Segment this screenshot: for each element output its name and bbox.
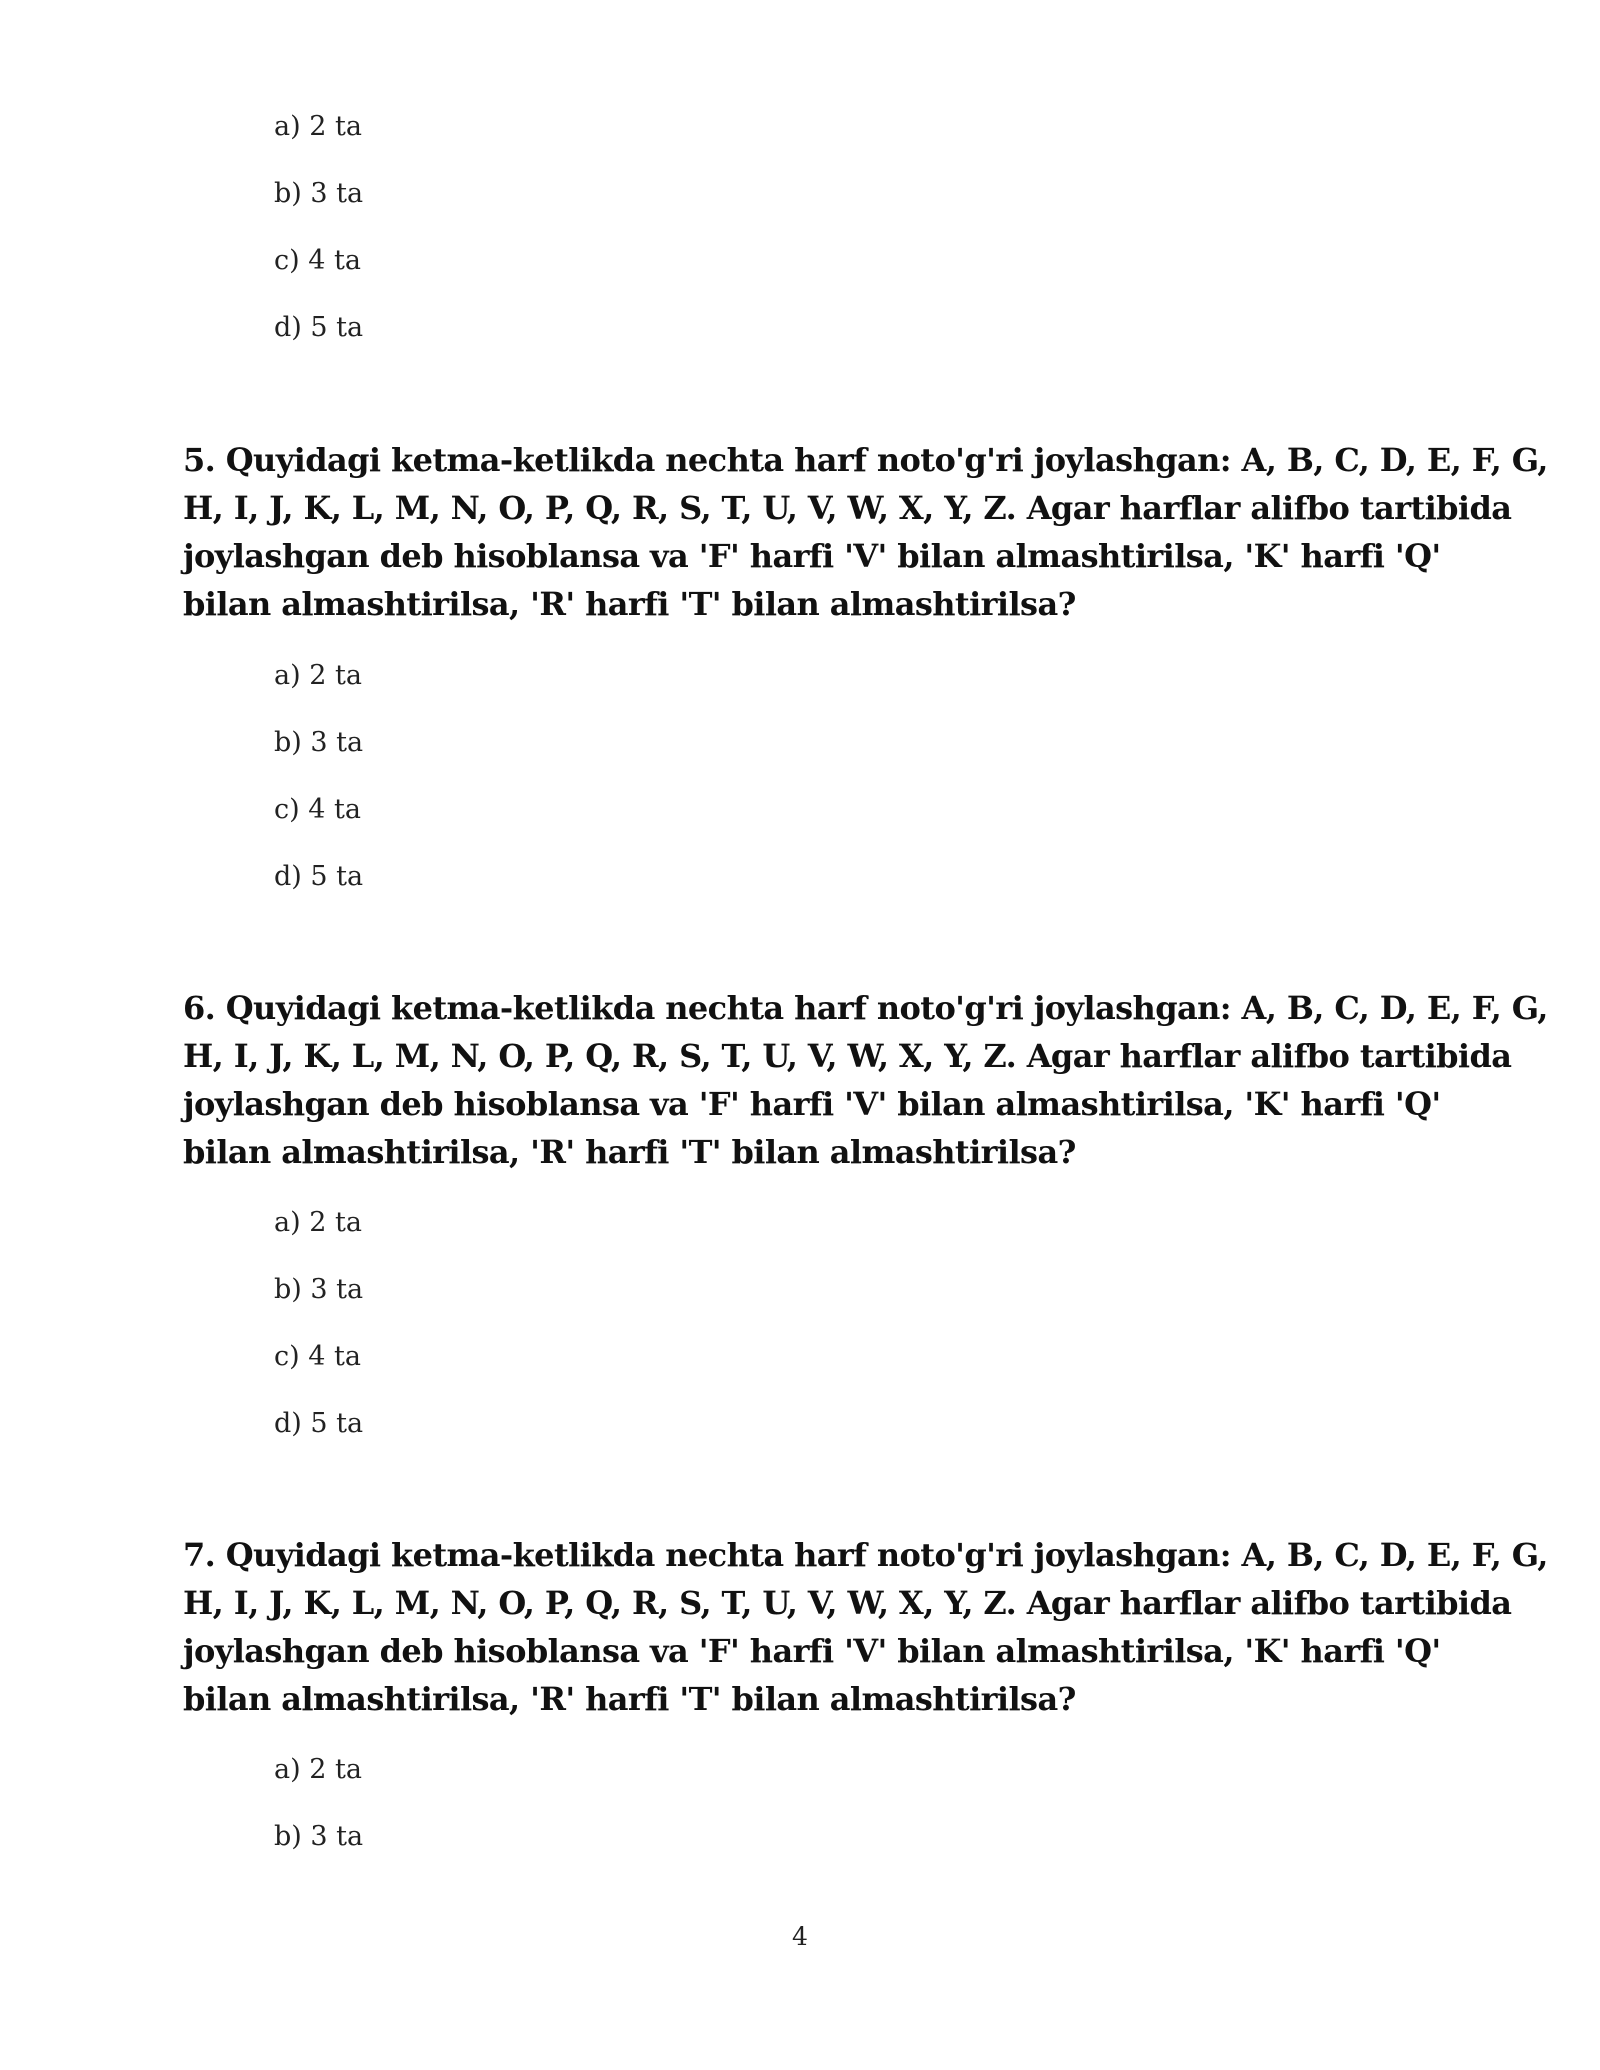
answer-option-b: b) 3 ta [274,178,364,209]
answer-option-d: d) 5 ta [274,861,364,892]
answer-option-d: d) 5 ta [274,312,364,343]
answer-options-question-7 [274,1754,363,1888]
page-number: 4 [792,1922,808,1951]
question-line: H, I, J, K, L, M, N, O, P, Q, R, S, T, U, V, W, X, Y, Z. Agar harflar alifbo tartibida [183,1584,1512,1622]
question-line: bilan almashtirilsa, 'R' harfi 'T' bilan almashtirilsa? [183,1133,1076,1171]
answer-options-question-5 [274,660,363,928]
question-line: joylashgan deb hisoblansa va 'F' harfi 'V' bilan almashtirilsa, 'K' harfi 'Q' [183,537,1441,575]
answer-option-b: b) 3 ta [274,727,364,758]
question-line: 7. Quyidagi ketma-ketlikda nechta harf noto'g'ri joylashgan: A, B, C, D, E, F, G, [183,1536,1548,1574]
question-line: H, I, J, K, L, M, N, O, P, Q, R, S, T, U, V, W, X, Y, Z. Agar harflar alifbo tartibida [183,489,1512,527]
answer-option-c: c) 4 ta [274,245,361,276]
question-6 [183,984,1548,1176]
answer-option-b: b) 3 ta [274,1821,364,1852]
answer-option-c: c) 4 ta [274,1341,361,1372]
answer-option-d: d) 5 ta [274,1408,364,1439]
answer-option-c: c) 4 ta [274,794,361,825]
answer-option-a: a) 2 ta [274,111,362,142]
answer-option-b: b) 3 ta [274,1274,364,1305]
question-line: bilan almashtirilsa, 'R' harfi 'T' bilan almashtirilsa? [183,1680,1076,1718]
question-line: 5. Quyidagi ketma-ketlikda nechta harf noto'g'ri joylashgan: A, B, C, D, E, F, G, [183,441,1548,479]
answer-option-a: a) 2 ta [274,660,362,691]
question-line: joylashgan deb hisoblansa va 'F' harfi 'V' bilan almashtirilsa, 'K' harfi 'Q' [183,1085,1441,1123]
question-line: 6. Quyidagi ketma-ketlikda nechta harf noto'g'ri joylashgan: A, B, C, D, E, F, G, [183,989,1548,1027]
answer-options-previous [274,111,363,379]
answer-option-a: a) 2 ta [274,1754,362,1785]
answer-options-question-6 [274,1207,363,1475]
question-line: H, I, J, K, L, M, N, O, P, Q, R, S, T, U, V, W, X, Y, Z. Agar harflar alifbo tartibida [183,1037,1512,1075]
question-line: bilan almashtirilsa, 'R' harfi 'T' bilan almashtirilsa? [183,585,1076,623]
question-line: joylashgan deb hisoblansa va 'F' harfi 'V' bilan almashtirilsa, 'K' harfi 'Q' [183,1632,1441,1670]
question-7 [183,1531,1548,1723]
answer-option-a: a) 2 ta [274,1207,362,1238]
question-5 [183,436,1548,628]
